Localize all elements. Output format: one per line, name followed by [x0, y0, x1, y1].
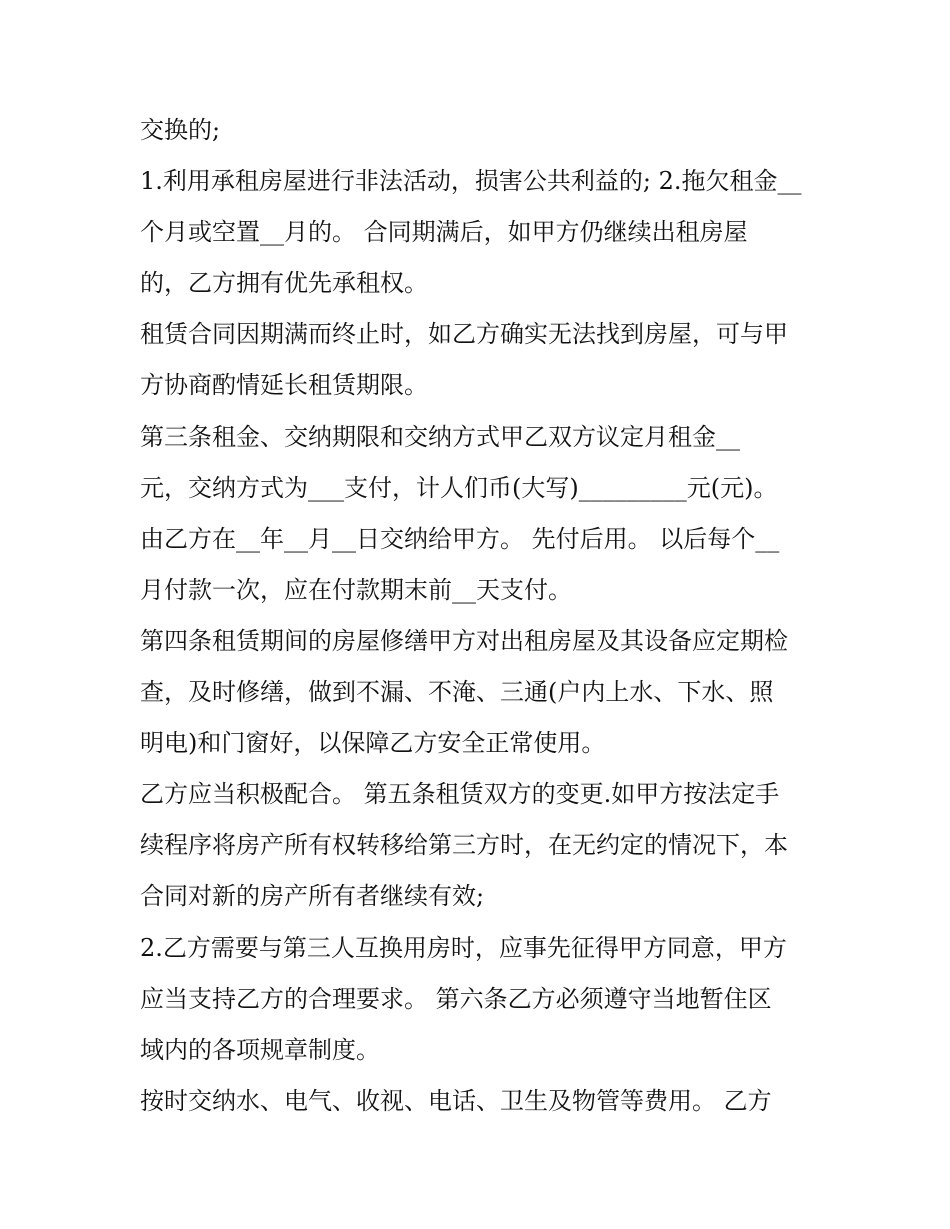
text-line: 的，乙方拥有优先承租权。: [140, 269, 428, 298]
text-line: 租赁合同因期满而终止时，如乙方确实无法找到房屋，可与甲: [140, 320, 788, 349]
text-line: 2.乙方需要与第三人互换用房时，应事先征得甲方同意，甲方: [140, 933, 787, 962]
text-line: 明电)和门窗好，以保障乙方安全正常使用。: [140, 729, 606, 758]
text-line: 第四条租赁期间的房屋修缮甲方对出租房屋及其设备应定期检: [140, 626, 788, 655]
text-line: 由乙方在__年__月__日交纳给甲方。 先付后用。 以后每个__: [140, 524, 780, 553]
text-line: 月付款一次，应在付款期末前__天支付。: [140, 575, 572, 604]
text-line: 乙方应当积极配合。 第五条租赁双方的变更.如甲方按法定手: [140, 780, 780, 809]
text-line: 续程序将房产所有权转移给第三方时，在无约定的情况下，本: [140, 831, 788, 860]
text-line: 元，交纳方式为___支付，计人们币(大写)_________元(元)。: [140, 473, 778, 502]
text-line: 查，及时修缮，做到不漏、不淹、三通(户内上水、下水、照: [140, 678, 774, 707]
text-line: 合同对新的房产所有者继续有效;: [140, 882, 485, 911]
text-line: 域内的各项规章制度。: [140, 1035, 380, 1064]
text-line: 个月或空置__月的。 合同期满后，如甲方仍继续出租房屋: [140, 218, 748, 247]
text-line: 应当支持乙方的合理要求。 第六条乙方必须遵守当地暂住区: [140, 984, 772, 1013]
text-line: 交换的;: [140, 116, 221, 144]
text-line: 第三条租金、交纳期限和交纳方式甲乙双方议定月租金__: [140, 422, 740, 451]
text-line: 1.利用承租房屋进行非法活动，损害公共利益的; 2.拖欠租金__: [140, 167, 802, 196]
text-line: 方协商酌情延长租赁期限。: [140, 371, 428, 400]
text-line: 按时交纳水、电气、收视、电话、卫生及物管等费用。 乙方: [140, 1086, 772, 1115]
contract-text: [140, 108, 840, 1130]
